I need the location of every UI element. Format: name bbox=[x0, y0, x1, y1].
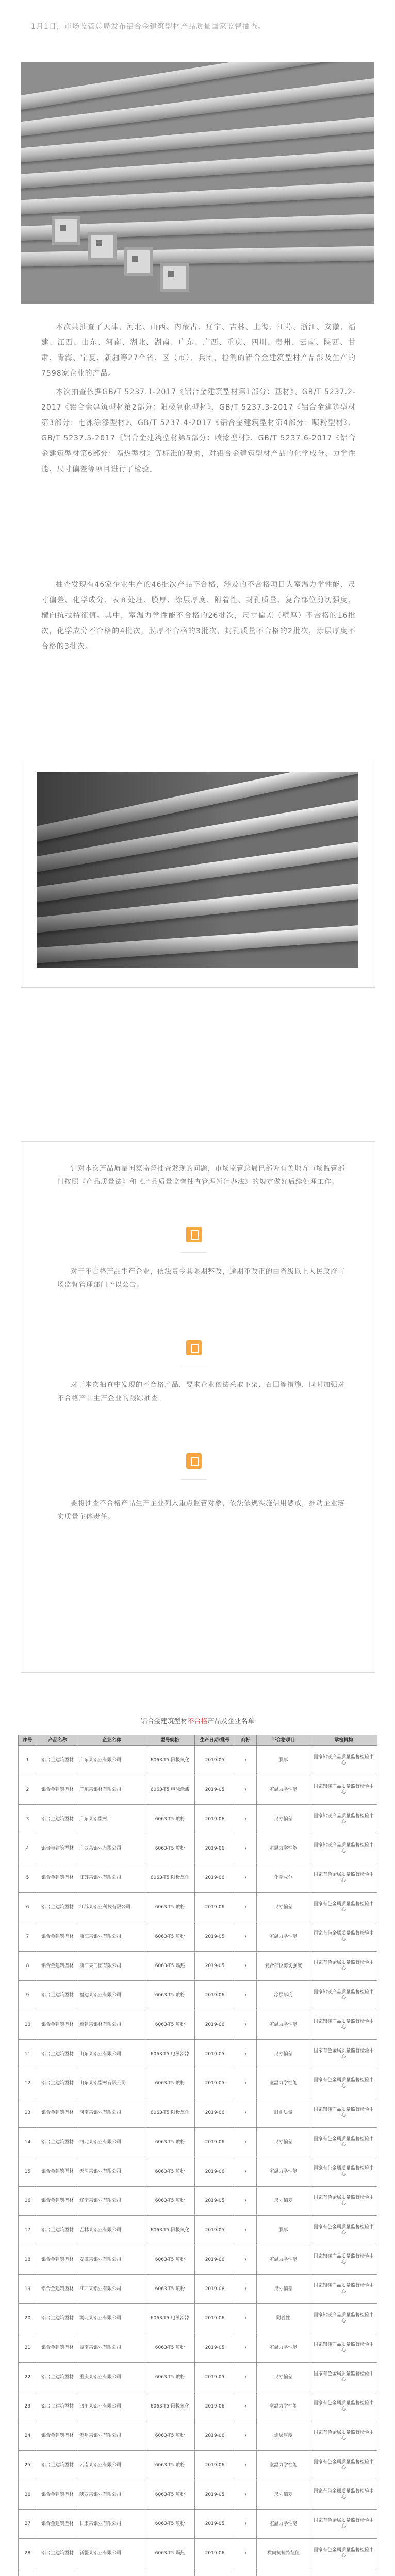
table-cell: 化学成分 bbox=[257, 1863, 310, 1893]
table-cell: 2019-06 bbox=[195, 1981, 235, 2010]
table-cell: 2019-05 bbox=[195, 2480, 235, 2510]
table-cell: 新疆某铝业有限公司 bbox=[78, 2539, 145, 2568]
table-cell: 6063-T5 喷粉 bbox=[145, 1981, 195, 2010]
table-cell: 国家铝镁产品质量监督检验中心 bbox=[310, 2304, 377, 2333]
table-cell: 6063-T5 隔热 bbox=[145, 1952, 195, 1981]
table-cell: 铝合金建筑型材 bbox=[37, 1805, 78, 1834]
table-cell: 铝合金建筑型材 bbox=[37, 1893, 78, 1922]
table-row bbox=[19, 2451, 377, 2480]
table-cell: 6063-T5 隔热 bbox=[145, 2539, 195, 2568]
table-row bbox=[19, 1922, 377, 1952]
table-cell: 河南某铝业有限公司 bbox=[78, 2098, 145, 2128]
table-cell: 贵州某铝业有限公司 bbox=[78, 2421, 145, 2451]
document-icon bbox=[186, 1340, 202, 1355]
table-cell: / bbox=[235, 1981, 257, 2010]
table-cell: 国家有色金属质量监督检验中心 bbox=[310, 2216, 377, 2245]
table-cell: 6063-T5 喷粉 bbox=[145, 1805, 195, 1834]
table-cell: 国家铝镁产品质量监督检验中心 bbox=[310, 2275, 377, 2304]
follow-up-box bbox=[21, 1141, 375, 1673]
table-cell bbox=[145, 2568, 195, 2576]
table-cell: 6063-T5 喷粉 bbox=[145, 2010, 195, 2040]
table-cell: 四川某铝业有限公司 bbox=[78, 2392, 145, 2421]
table-cell: 国家有色金属质量监督检验中心 bbox=[310, 2157, 377, 2187]
table-cell: 福建某铝材有限公司 bbox=[78, 2010, 145, 2040]
table-cell: 广东某铝材有限公司 bbox=[78, 1775, 145, 1805]
table-cell bbox=[235, 2568, 257, 2576]
table-row bbox=[19, 2040, 377, 2069]
table-cell: 6063-T5 喷粉 bbox=[145, 2187, 195, 2216]
table-cell: 2019-06 bbox=[195, 2275, 235, 2304]
table-cell: 6 bbox=[19, 1893, 37, 1922]
table-cell: 铝合金建筑型材 bbox=[37, 2010, 78, 2040]
table-cell: 6063-T5 阳极氧化 bbox=[145, 2392, 195, 2421]
table-cell: 3 bbox=[19, 1805, 37, 1834]
intro-text: 1月1日，市场监管总局发布铝合金建筑型材产品质量国家监督抽查。 bbox=[31, 23, 266, 31]
table-cell: / bbox=[235, 1863, 257, 1893]
table-cell: 6063-T5 喷粉 bbox=[145, 1893, 195, 1922]
table-cell: 国家铝镁产品质量监督检验中心 bbox=[310, 2333, 377, 2363]
table-cell: 9 bbox=[19, 1981, 37, 2010]
table-row bbox=[19, 2333, 377, 2363]
aluminium-rod-photo bbox=[37, 772, 358, 968]
table-cell: 铝合金建筑型材 bbox=[37, 2421, 78, 2451]
table-cell: 铝合金建筑型材 bbox=[37, 2510, 78, 2539]
table-cell: 铝合金建筑型材 bbox=[37, 2040, 78, 2069]
table-cell: 铝合金建筑型材 bbox=[37, 2451, 78, 2480]
table-row bbox=[19, 2098, 377, 2128]
table-cell: 4 bbox=[19, 1834, 37, 1863]
table-cell: 山东某铝业有限公司 bbox=[78, 2040, 145, 2069]
photo-frame bbox=[21, 760, 375, 988]
table-cell: 铝合金建筑型材 bbox=[37, 2216, 78, 2245]
table-row bbox=[19, 1805, 377, 1834]
table-cell: 2019-05 bbox=[195, 2216, 235, 2245]
table-cell: 室温力学性能 bbox=[257, 2510, 310, 2539]
table-row bbox=[19, 1952, 377, 1981]
table-cell: 6063-T5 电泳涂漆 bbox=[145, 1775, 195, 1805]
table-cell: 室温力学性能 bbox=[257, 2010, 310, 2040]
table-cell: 辽宁某铝业有限公司 bbox=[78, 2187, 145, 2216]
table-header-cell: 生产日期/批号 bbox=[195, 1735, 235, 1746]
table-header-cell: 序号 bbox=[19, 1735, 37, 1746]
table-cell: / bbox=[235, 1922, 257, 1952]
table-cell: 涂层厚度 bbox=[257, 1981, 310, 2010]
table-cell: 吉林某铝业有限公司 bbox=[78, 2216, 145, 2245]
table-cell: / bbox=[235, 2539, 257, 2568]
table-cell: 2019-06 bbox=[195, 2157, 235, 2187]
table-cell: 甘肃某铝业有限公司 bbox=[78, 2510, 145, 2539]
table-cell: / bbox=[235, 2040, 257, 2069]
paragraph-failures: 抽查发现有46家企业生产的46批次产品不合格，涉及的不合格项目为室温力学性能、尺寸偏差、化学成分、表面处理、膜厚、涂层厚度、附着性、封孔质量、复合部位剪切强度、横向抗拉特征值。其中，室温力学性能不合格的26批次，尺寸偏差（壁厚）不合格的16批次，化学成分不合格的4批次，膜厚不合格的3批次，封孔质量不合格的2批次，涂层厚度不合格的3批次。 bbox=[41, 581, 356, 651]
table-cell: 尺寸偏差 bbox=[257, 2363, 310, 2392]
table-row bbox=[19, 2363, 377, 2392]
table-cell: 8 bbox=[19, 1952, 37, 1981]
table-cell: 6063-T5 喷粉 bbox=[145, 2480, 195, 2510]
table-cell: 江苏某铝业有限公司 bbox=[78, 1863, 145, 1893]
table-cell: 湖北某铝业有限公司 bbox=[78, 2304, 145, 2333]
table-cell: 室温力学性能 bbox=[257, 1922, 310, 1952]
table-row bbox=[19, 2392, 377, 2421]
table-header-cell: 承检机构 bbox=[310, 1735, 377, 1746]
table-cell: 铝合金建筑型材 bbox=[37, 1746, 78, 1775]
table-row bbox=[19, 1746, 377, 1775]
table-row bbox=[19, 2539, 377, 2568]
table-cell: 6063-T5 喷粉 bbox=[145, 2128, 195, 2157]
table-cell: 15 bbox=[19, 2157, 37, 2187]
table-cell: 21 bbox=[19, 2333, 37, 2363]
table-cell: 6063-T5 阳极氧化 bbox=[145, 2216, 195, 2245]
table-cell: 室温力学性能 bbox=[257, 2451, 310, 2480]
table-cell: 尺寸偏差 bbox=[257, 2275, 310, 2304]
table-cell: 膜厚 bbox=[257, 1746, 310, 1775]
table-cell: 2019-05 bbox=[195, 1746, 235, 1775]
table-cell: 2019-06 bbox=[195, 2245, 235, 2275]
table-cell: 铝合金建筑型材 bbox=[37, 1863, 78, 1893]
table-cell: 2019-05 bbox=[195, 2333, 235, 2363]
table-cell: 6063-T5 喷粉 bbox=[145, 2275, 195, 2304]
table-cell: 重庆某铝业有限公司 bbox=[78, 2363, 145, 2392]
table-cell: 国家铝镁产品质量监督检验中心 bbox=[310, 1981, 377, 2010]
table-cell bbox=[310, 2568, 377, 2576]
table-row bbox=[19, 2216, 377, 2245]
table-cell: 2019-06 bbox=[195, 2392, 235, 2421]
table-cell: 涂层厚度 bbox=[257, 2421, 310, 2451]
table-cell: 2 bbox=[19, 1775, 37, 1805]
table-cell: 国家有色金属质量监督检验中心 bbox=[310, 2363, 377, 2392]
table-cell: 国家铝镁产品质量监督检验中心 bbox=[310, 1805, 377, 1834]
table-cell: / bbox=[235, 1775, 257, 1805]
table-cell: 2019-05 bbox=[195, 2040, 235, 2069]
table-row bbox=[19, 2010, 377, 2040]
table-cell: 6063-T5 喷粉 bbox=[145, 2451, 195, 2480]
table-row bbox=[19, 2187, 377, 2216]
table-row bbox=[19, 1863, 377, 1893]
table-cell bbox=[37, 2568, 78, 2576]
table-cell: 铝合金建筑型材 bbox=[37, 2480, 78, 2510]
paragraph-scope: 本次共抽查了天津、河北、山西、内蒙古、辽宁、吉林、上海、江苏、浙江、安徽、福建、江西、山东、河南、湖北、湖南、广东、广西、重庆、四川、贵州、云南、陕西、甘肃、青海、宁夏、新疆等27个省、区（市）、兵团，检测的铝合金建筑型材产品涉及生产的7598家企业的产品。 bbox=[41, 323, 356, 378]
table-cell: 铝合金建筑型材 bbox=[37, 2098, 78, 2128]
table-cell: 17 bbox=[19, 2216, 37, 2245]
table-cell: 浙江某门窗有限公司 bbox=[78, 1952, 145, 1981]
document-icon bbox=[186, 1453, 202, 1469]
table-cell: 江西某铝业有限公司 bbox=[78, 2275, 145, 2304]
table-cell: / bbox=[235, 2421, 257, 2451]
table-cell: 室温力学性能 bbox=[257, 2333, 310, 2363]
table-cell: 6063-T5 喷粉 bbox=[145, 1834, 195, 1863]
table-cell: 国家有色金属质量监督检验中心 bbox=[310, 2421, 377, 2451]
table-cell: 铝合金建筑型材 bbox=[37, 2187, 78, 2216]
table-cell: 23 bbox=[19, 2392, 37, 2421]
divider bbox=[181, 1479, 207, 1480]
table-cell: 6063-T5 电泳涂漆 bbox=[145, 2040, 195, 2069]
table-cell: / bbox=[235, 2098, 257, 2128]
table-cell: / bbox=[235, 2480, 257, 2510]
follow-up-item: 对于不合格产品生产企业，依法责令其限期整改，逾期不改正的由省级以上人民政府市场监督管理部门予以公告。 bbox=[57, 1268, 345, 1289]
table-cell: 2019-06 bbox=[195, 1834, 235, 1863]
table-cell bbox=[78, 2568, 145, 2576]
divider bbox=[181, 1252, 207, 1253]
table-cell: 5 bbox=[19, 1863, 37, 1893]
table-cell: / bbox=[235, 2216, 257, 2245]
table-cell: / bbox=[235, 2363, 257, 2392]
table-cell: 国家有色金属质量监督检验中心 bbox=[310, 1922, 377, 1952]
table-cell: 11 bbox=[19, 2040, 37, 2069]
table-cell: 国家有色金属质量监督检验中心 bbox=[310, 2510, 377, 2539]
table-cell: 封孔质量 bbox=[257, 2098, 310, 2128]
table-cell: 14 bbox=[19, 2128, 37, 2157]
table-header-cell: 型号规格 bbox=[145, 1735, 195, 1746]
table-cell: 尺寸偏差 bbox=[257, 2187, 310, 2216]
table-cell: 27 bbox=[19, 2510, 37, 2539]
table-cell: / bbox=[235, 2451, 257, 2480]
table-cell: 铝合金建筑型材 bbox=[37, 2275, 78, 2304]
table-cell: 室温力学性能 bbox=[257, 2157, 310, 2187]
table-cell: 国家有色金属质量监督检验中心 bbox=[310, 2187, 377, 2216]
table-cell: 24 bbox=[19, 2421, 37, 2451]
table-cell: 室温力学性能 bbox=[257, 2069, 310, 2098]
table-header-cell: 产品名称 bbox=[37, 1735, 78, 1746]
table-cell: 2019-05 bbox=[195, 2069, 235, 2098]
table-cell: 25 bbox=[19, 2451, 37, 2480]
failure-list bbox=[18, 1716, 377, 2576]
table-cell: 湖南某铝业有限公司 bbox=[78, 2333, 145, 2363]
table-cell: 国家有色金属质量监督检验中心 bbox=[310, 1863, 377, 1893]
table-cell: 横向抗拉特征值 bbox=[257, 2539, 310, 2568]
table-cell: / bbox=[235, 2187, 257, 2216]
table-cell: 尺寸偏差 bbox=[257, 1893, 310, 1922]
table-cell: 膜厚 bbox=[257, 2216, 310, 2245]
table-cell: 河北某铝业有限公司 bbox=[78, 2128, 145, 2157]
table-cell: / bbox=[235, 2275, 257, 2304]
table-row bbox=[19, 1893, 377, 1922]
table-cell: 铝合金建筑型材 bbox=[37, 1952, 78, 1981]
table-cell: / bbox=[235, 1805, 257, 1834]
table-row bbox=[19, 1834, 377, 1863]
table-row bbox=[19, 2510, 377, 2539]
table-cell: 山东某铝型材有限公司 bbox=[78, 2069, 145, 2098]
table-cell: 6063-T5 喷粉 bbox=[145, 2363, 195, 2392]
table-row bbox=[19, 2421, 377, 2451]
follow-up-item: 要将抽查不合格产品生产企业列入重点监管对象，依法依规实施信用惩戒，推动企业落实质量主体责任。 bbox=[57, 1500, 345, 1521]
table-cell: 18 bbox=[19, 2245, 37, 2275]
table-row bbox=[19, 2245, 377, 2275]
table-cell: 6063-T5 阳极氧化 bbox=[145, 1863, 195, 1893]
table-cell: 10 bbox=[19, 2010, 37, 2040]
table-cell: 6063-T5 喷粉 bbox=[145, 2510, 195, 2539]
failure-table bbox=[18, 1735, 377, 2576]
table-cell: 云南某铝业有限公司 bbox=[78, 2451, 145, 2480]
table-cell: 尺寸偏差 bbox=[257, 2128, 310, 2157]
table-cell: 19 bbox=[19, 2275, 37, 2304]
table-cell: 国家有色金属质量监督检验中心 bbox=[310, 2040, 377, 2069]
table-cell: 天津某铝业有限公司 bbox=[78, 2157, 145, 2187]
table-cell bbox=[257, 2568, 310, 2576]
table-cell: 尺寸偏差 bbox=[257, 1805, 310, 1834]
table-cell: 2019-06 bbox=[195, 2421, 235, 2451]
table-header-cell: 企业名称 bbox=[78, 1735, 145, 1746]
table-cell: 国家铝镁产品质量监督检验中心 bbox=[310, 1746, 377, 1775]
table-cell: 国家有色金属质量监督检验中心 bbox=[310, 1952, 377, 1981]
table-cell: 浙江某铝业有限公司 bbox=[78, 1922, 145, 1952]
table-cell: 室温力学性能 bbox=[257, 1834, 310, 1863]
table-header-cell: 商标 bbox=[235, 1735, 257, 1746]
table-row bbox=[19, 2275, 377, 2304]
table-title: 铝合金建筑型材不合格产品及企业名单 bbox=[140, 1718, 255, 1725]
table-cell: / bbox=[235, 2010, 257, 2040]
table-cell: 13 bbox=[19, 2098, 37, 2128]
table-row bbox=[19, 2480, 377, 2510]
table-cell: 2019-06 bbox=[195, 2451, 235, 2480]
table-cell: 2019-06 bbox=[195, 1805, 235, 1834]
table-cell: 12 bbox=[19, 2069, 37, 2098]
table-header-cell: 不合格项目 bbox=[257, 1735, 310, 1746]
table-cell: 2019-06 bbox=[195, 2128, 235, 2157]
table-cell: / bbox=[235, 1746, 257, 1775]
main-paragraphs bbox=[41, 319, 356, 477]
table-cell: 国家铝镁产品质量监督检验中心 bbox=[310, 2098, 377, 2128]
table-cell: 2019-06 bbox=[195, 2010, 235, 2040]
table-cell: 国家有色金属质量监督检验中心 bbox=[310, 2069, 377, 2098]
table-cell: 6063-T5 喷粉 bbox=[145, 2069, 195, 2098]
table-cell: 6063-T5 喷粉 bbox=[145, 2421, 195, 2451]
table-cell: 2019-05 bbox=[195, 2510, 235, 2539]
table-row bbox=[19, 2128, 377, 2157]
table-cell: 7 bbox=[19, 1922, 37, 1952]
table-row bbox=[19, 1775, 377, 1805]
table-cell: 16 bbox=[19, 2187, 37, 2216]
table-cell: 广东某铝业有限公司 bbox=[78, 1746, 145, 1775]
aluminium-profile-photo bbox=[21, 62, 374, 304]
follow-up-item: 对于本次抽查中发现的不合格产品，要求企业依法采取下架、召回等措施，同时加强对不合格产品生产企业的跟踪抽查。 bbox=[57, 1381, 345, 1402]
table-cell: 28 bbox=[19, 2539, 37, 2568]
result-paragraph bbox=[41, 577, 356, 654]
table-cell: 铝合金建筑型材 bbox=[37, 1922, 78, 1952]
table-cell: 福建某铝业有限公司 bbox=[78, 1981, 145, 2010]
table-cell: 广东某铝型材厂 bbox=[78, 1805, 145, 1834]
table-header-row bbox=[19, 1735, 377, 1746]
table-cell: 安徽某铝业有限公司 bbox=[78, 2245, 145, 2275]
table-cell: 国家有色金属质量监督检验中心 bbox=[310, 2392, 377, 2421]
table-row bbox=[19, 2157, 377, 2187]
table-cell: 国家铝镁产品质量监督检验中心 bbox=[310, 1834, 377, 1863]
table-cell: 22 bbox=[19, 2363, 37, 2392]
table-cell: 铝合金建筑型材 bbox=[37, 2539, 78, 2568]
table-cell: 铝合金建筑型材 bbox=[37, 2363, 78, 2392]
table-cell: 国家铝镁产品质量监督检验中心 bbox=[310, 2245, 377, 2275]
table-cell: 铝合金建筑型材 bbox=[37, 2128, 78, 2157]
table-cell: 铝合金建筑型材 bbox=[37, 1834, 78, 1863]
table-cell: 2019-05 bbox=[195, 1922, 235, 1952]
table-cell: 国家铝镁产品质量监督检验中心 bbox=[310, 1775, 377, 1805]
table-cell: 2019-05 bbox=[195, 1775, 235, 1805]
table-cell: 2019-05 bbox=[195, 2187, 235, 2216]
table-cell: / bbox=[235, 2510, 257, 2539]
table-cell: 铝合金建筑型材 bbox=[37, 1981, 78, 2010]
table-cell: / bbox=[235, 1952, 257, 1981]
table-cell: 6063-T5 阳极氧化 bbox=[145, 2098, 195, 2128]
table-cell: 6063-T5 喷粉 bbox=[145, 2157, 195, 2187]
table-cell: 6063-T5 阳极氧化 bbox=[145, 1746, 195, 1775]
paragraph-standards: 本次抽查依据GB/T 5237.1-2017《铝合金建筑型材第1部分：基材》、GB/T 5237.2-2017《铝合金建筑型材第2部分：阳极氧化型材》、GB/T 5237.3-2017《铝合金建筑型材第3部分：电泳涂漆型材》、GB/T 5237.4-2017《铝合金建筑型材第4部分：喷粉型材》、GB/T 5237.5-2017《铝合金建筑型材第5部分：喷漆型材》、GB/T 5237.6-2017《铝合金建筑型材第6部分：隔热型材》等标准的要求，对铝合金建筑型材产品的化学成分、力学性能、尺寸偏差等项目进行了检验。 bbox=[41, 388, 356, 473]
follow-up-item: 针对本次产品质量国家监督抽查发现的问题，市场监管总局已部署有关地方市场监管部门按照《产品质量法》和《产品质量监督抽查管理暂行办法》的规定做好后续处理工作。 bbox=[57, 1165, 345, 1186]
table-cell: 2019-05 bbox=[195, 1952, 235, 1981]
table-cell: 2019-06 bbox=[195, 2539, 235, 2568]
table-cell: 铝合金建筑型材 bbox=[37, 2392, 78, 2421]
table-cell: 2019-05 bbox=[195, 2363, 235, 2392]
table-cell bbox=[195, 2568, 235, 2576]
table-cell: 铝合金建筑型材 bbox=[37, 2245, 78, 2275]
table-cell: 广西某铝业有限公司 bbox=[78, 1834, 145, 1863]
table-cell: 铝合金建筑型材 bbox=[37, 2333, 78, 2363]
table-cell: 铝合金建筑型材 bbox=[37, 2157, 78, 2187]
table-row bbox=[19, 2568, 377, 2576]
table-cell: 2019-06 bbox=[195, 2098, 235, 2128]
table-cell: 26 bbox=[19, 2480, 37, 2510]
table-row bbox=[19, 2304, 377, 2333]
table-cell: 2019-06 bbox=[195, 1893, 235, 1922]
table-cell: / bbox=[235, 2245, 257, 2275]
table-cell: 国家铝镁产品质量监督检验中心 bbox=[310, 2010, 377, 2040]
table-row bbox=[19, 1981, 377, 2010]
table-body bbox=[19, 1746, 377, 2576]
table-cell: / bbox=[235, 2157, 257, 2187]
table-cell: / bbox=[235, 1893, 257, 1922]
table-cell: / bbox=[235, 1834, 257, 1863]
table-cell: 室温力学性能 bbox=[257, 2245, 310, 2275]
table-cell: 6063-T5 电泳涂漆 bbox=[145, 2304, 195, 2333]
table-cell: 室温力学性能 bbox=[257, 2392, 310, 2421]
table-cell: 国家有色金属质量监督检验中心 bbox=[310, 1893, 377, 1922]
table-cell bbox=[19, 2568, 37, 2576]
table-cell: 1 bbox=[19, 1746, 37, 1775]
table-cell: 陕西某铝业有限公司 bbox=[78, 2480, 145, 2510]
table-cell: 国家有色金属质量监督检验中心 bbox=[310, 2128, 377, 2157]
table-cell: 铝合金建筑型材 bbox=[37, 1775, 78, 1805]
table-cell: / bbox=[235, 2392, 257, 2421]
table-cell: / bbox=[235, 2333, 257, 2363]
table-cell: 室温力学性能 bbox=[257, 1775, 310, 1805]
table-cell: 6063-T5 喷粉 bbox=[145, 1922, 195, 1952]
table-cell: 国家有色金属质量监督检验中心 bbox=[310, 2539, 377, 2568]
table-cell: 江苏某铝业科技有限公司 bbox=[78, 1893, 145, 1922]
table-cell: 2019-06 bbox=[195, 1863, 235, 1893]
table-cell: 6063-T5 喷粉 bbox=[145, 2333, 195, 2363]
table-cell: 国家有色金属质量监督检验中心 bbox=[310, 2451, 377, 2480]
table-cell: 复合部位剪切强度 bbox=[257, 1952, 310, 1981]
table-cell: 6063-T5 喷粉 bbox=[145, 2245, 195, 2275]
table-cell: 2019-06 bbox=[195, 2304, 235, 2333]
table-row bbox=[19, 2069, 377, 2098]
table-cell: 尺寸偏差 bbox=[257, 2480, 310, 2510]
table-cell: 尺寸偏差 bbox=[257, 2040, 310, 2069]
table-cell: 铝合金建筑型材 bbox=[37, 2304, 78, 2333]
table-cell: / bbox=[235, 2304, 257, 2333]
table-cell: / bbox=[235, 2069, 257, 2098]
table-cell: 铝合金建筑型材 bbox=[37, 2069, 78, 2098]
table-cell: 20 bbox=[19, 2304, 37, 2333]
document-icon bbox=[186, 1227, 202, 1242]
table-cell: 国家有色金属质量监督检验中心 bbox=[310, 2480, 377, 2510]
table-cell: / bbox=[235, 2128, 257, 2157]
table-cell: 附着性 bbox=[257, 2304, 310, 2333]
